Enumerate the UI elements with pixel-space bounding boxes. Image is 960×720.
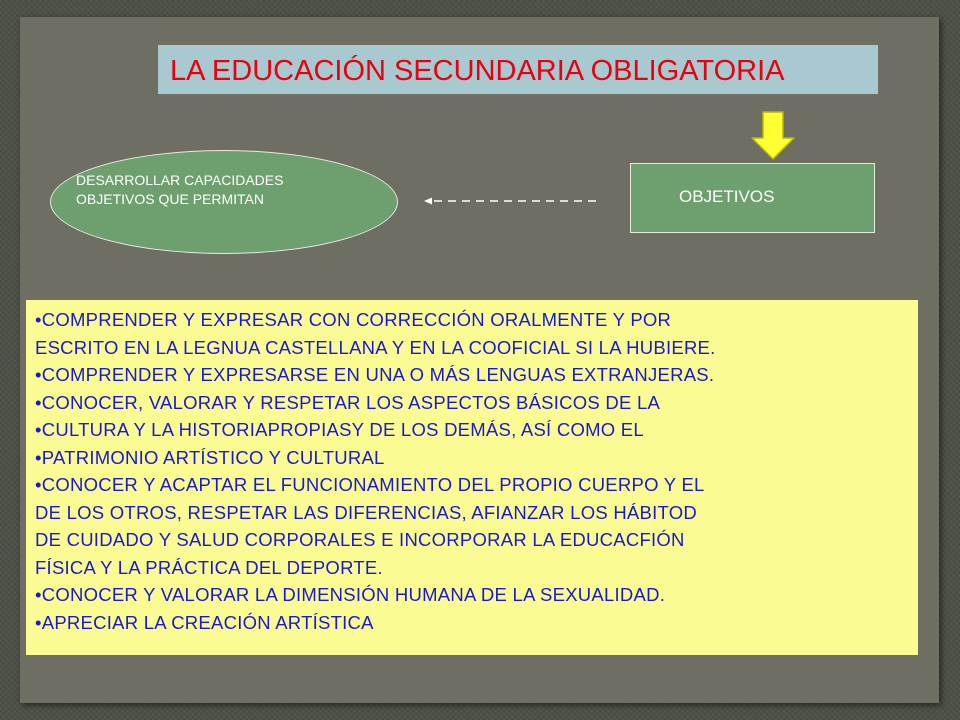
list-line: ESCRITO EN LA LEGNUA CASTELLANA Y EN LA COOFICIAL SI LA HUBIERE.	[35, 336, 716, 358]
list-line: •PATRIMONIO ARTÍSTICO Y CULTURAL	[35, 446, 385, 468]
list-line: •CONOCER Y ACAPTAR EL FUNCIONAMIENTO DEL PROPIO CUERPO Y EL	[35, 474, 705, 495]
down-arrow-icon	[750, 111, 796, 161]
list-line: •CONOCER Y VALORAR LA DIMENSIÓN HUMANA DE LA SEXUALIDAD.	[35, 584, 666, 605]
objectives-list	[26, 300, 918, 655]
ellipse-text	[76, 171, 283, 209]
capacidades-ellipse	[50, 150, 398, 254]
list-line: DE LOS OTROS, RESPETAR LAS DIFERENCIAS, AFIANZAR LOS HÁBITOD	[35, 501, 697, 523]
list-line: •CONOCER, VALORAR Y RESPETAR LOS ASPECTOS BÁSICOS DE LA	[35, 391, 661, 413]
dashed-left-arrow-icon	[424, 193, 604, 209]
slide-title-text: LA EDUCACIÓN SECUNDARIA OBLIGATORIA	[170, 55, 785, 87]
objetivos-box	[630, 163, 875, 233]
list-line: •APRECIAR LA CREACIÓN ARTÍSTICA	[35, 611, 374, 633]
list-line: •COMPRENDER Y EXPRESARSE EN UNA O MÁS LENGUAS EXTRANJERAS.	[35, 364, 715, 385]
list-line: •CULTURA Y LA HISTORIAPROPIASY DE LOS DEMÁS, ASÍ COMO EL	[35, 419, 644, 440]
objetivos-label: OBJETIVOS	[679, 187, 775, 206]
list-line: •COMPRENDER Y EXPRESAR CON CORRECCIÓN ORALMENTE Y POR	[35, 309, 672, 330]
ellipse-line-1: DESARROLLAR CAPACIDADES	[76, 172, 284, 188]
list-line: FÍSICA Y LA PRÁCTICA DEL DEPORTE.	[35, 556, 383, 578]
ellipse-line-2: OBJETIVOS QUE PERMITAN	[76, 191, 264, 207]
slide-title	[158, 45, 878, 94]
list-line: DE CUIDADO Y SALUD CORPORALES E INCORPORAR LA EDUCACFIÓN	[35, 529, 685, 550]
